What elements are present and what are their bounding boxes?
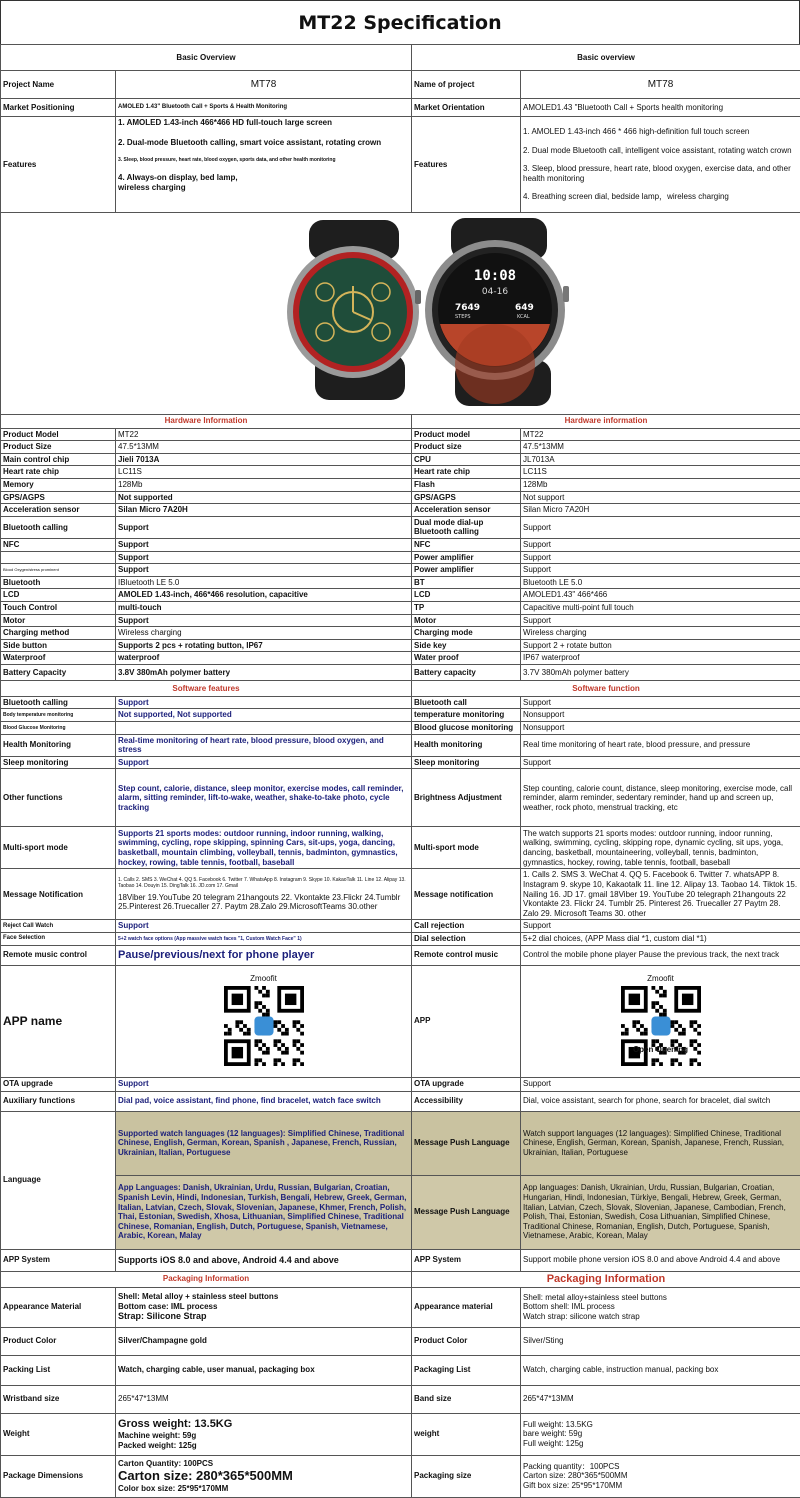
- row-key: Market Positioning: [1, 99, 116, 117]
- row-key: Weight: [1, 1413, 116, 1455]
- table-row: [1, 1327, 800, 1355]
- table-row: [1, 1249, 800, 1271]
- value-line: Carton size: 280*365*500MM: [523, 1471, 798, 1481]
- row-key: Dual mode dial-up Bluetooth calling: [412, 516, 521, 538]
- row-value: Step count, calorie, distance, sleep monitor, exercise modes, call reminder, alarm, sitting reminder, lift-to-wake, weather, shake-to-take photo, cycle tracking: [116, 769, 412, 827]
- row-key: Message notification: [412, 869, 521, 920]
- row-value: Step counting, calorie count, distance, sleep monitoring, exercise mode, call reminder, alarm reminder, sedentary reminder, hand up and screen up, weather, rock photo, menstrual tracking, etc: [521, 769, 800, 827]
- row-value: [116, 1287, 412, 1327]
- table-row: [1, 1271, 800, 1287]
- row-value: Support: [521, 696, 800, 709]
- row-key: GPS/AGPS: [1, 491, 116, 504]
- row-key: Market Orientation: [412, 99, 521, 117]
- row-key: Heart rate chip: [412, 466, 521, 479]
- row-value: 3.7V 380mAh polymer battery: [521, 664, 800, 680]
- row-key: Blood Oxygen/stress prominent: [1, 564, 116, 577]
- table-row: [1, 99, 800, 117]
- value-line: Full weight: 125g: [523, 1439, 798, 1449]
- row-value: Supports 21 sports modes: outdoor running, indoor running, walking, swimming, cycling, rope skipping, spinning Cars, sit-ups, yoga, dancing, basketball, mountain climbing, volleyball, tennis, badminton, gymnastics, hockey, rowing, table tennis, football, baseball: [116, 827, 412, 869]
- notification-apps-line: 1. Calls 2. SMS 3. WeChat 4. QQ 5. Facebook 6. Twitter 7. WhatsApp 8. Instagram 9. Skype 10. KakaoTalk 11. Line 12. Alipay 13. Taobao 14. Douyin 15. DingTalk 16. JD.com 17. Gmail: [118, 877, 409, 889]
- row-value: Dial, voice assistant, search for phone, search for bracelet, dial switch: [521, 1091, 800, 1111]
- row-value: Real-time monitoring of heart rate, blood pressure, blood oxygen, and stress: [116, 734, 412, 756]
- app-key-right: APP: [412, 965, 521, 1077]
- row-value: 5+2 dial choices, (APP Mass dial *1, custom dial *1): [521, 933, 800, 946]
- row-key: Flash: [412, 478, 521, 491]
- table-row: [1, 601, 800, 614]
- row-key: Brightness Adjustment: [412, 769, 521, 827]
- table-row: [1, 945, 800, 965]
- watch-date: 04-16: [482, 287, 508, 297]
- row-value: [116, 1413, 412, 1455]
- row-value: Watch, charging cable, user manual, packaging box: [116, 1355, 412, 1385]
- row-value: Wireless charging: [116, 627, 412, 640]
- table-row: [1, 1091, 800, 1111]
- smartwatch-product-image: [3, 214, 800, 410]
- row-key: Product model: [412, 428, 521, 441]
- row-value: 128Mb: [116, 478, 412, 491]
- row-key: [1, 551, 116, 564]
- row-key: Heart rate chip: [1, 466, 116, 479]
- table-row: [1, 516, 800, 538]
- table-row: [1, 756, 800, 769]
- basic-overview-heading-right: Basic overview: [412, 45, 800, 71]
- row-key: Reject Call Watch: [1, 920, 116, 933]
- table-row: [1, 564, 800, 577]
- row-value: [116, 869, 412, 920]
- table-row: [1, 696, 800, 709]
- value-line: Gross weight: 13.5KG: [118, 1418, 409, 1431]
- row-key: CPU: [412, 453, 521, 466]
- row-key: Packaging List: [412, 1355, 521, 1385]
- material-row: [1, 1287, 800, 1327]
- row-value: AMOLED1.43 "Bluetooth Call + Sports health monitoring: [521, 99, 800, 117]
- row-key: Call rejection: [412, 920, 521, 933]
- row-value: Support: [521, 551, 800, 564]
- row-value: Support: [116, 551, 412, 564]
- feature-line: 1. AMOLED 1.43-inch 466*466 HD full-touch large screen: [118, 118, 409, 128]
- row-key: Wristband size: [1, 1385, 116, 1413]
- row-value: 265*47*13MM: [521, 1385, 800, 1413]
- value-line: Carton size: 280*365*500MM: [118, 1468, 409, 1484]
- row-value: MT22: [521, 428, 800, 441]
- row-key: Bluetooth: [1, 576, 116, 589]
- value-line: bare weight: 59g: [523, 1429, 798, 1439]
- row-value: AMOLED1.43" 466*466: [521, 589, 800, 602]
- message-notification-row: [1, 869, 800, 920]
- table-row: [1, 1385, 800, 1413]
- row-key: Side button: [1, 639, 116, 652]
- row-value: IBluetooth LE 5.0: [116, 576, 412, 589]
- table-row: [1, 466, 800, 479]
- app-qr-code-left: [224, 986, 304, 1066]
- table-row: [1, 504, 800, 517]
- value-line: Machine weight: 59g: [118, 1431, 409, 1441]
- row-key: Package Dimensions: [1, 1455, 116, 1497]
- row-value: Support: [116, 920, 412, 933]
- table-row: [1, 722, 800, 735]
- row-key: Blood Glucose Monitoring: [1, 722, 116, 735]
- row-key: Battery capacity: [412, 664, 521, 680]
- value-line: Carton Quantity: 100PCS: [118, 1459, 409, 1469]
- row-value: Control the mobile phone player Pause the previous track, the next track: [521, 945, 800, 965]
- table-row: [1, 933, 800, 946]
- value-line: Packed weight: 125g: [118, 1441, 409, 1451]
- table-row: [1, 769, 800, 827]
- row-value: Watch, charging cable, instruction manual, packing box: [521, 1355, 800, 1385]
- row-key: APP System: [1, 1249, 116, 1271]
- dims-row: [1, 1455, 800, 1497]
- table-row: [1, 551, 800, 564]
- value-line: Strap: Silicone Strap: [118, 1311, 409, 1322]
- row-value: Support mobile phone version iOS 8.0 and above Android 4.4 and above: [521, 1249, 800, 1271]
- software-heading: Software features: [1, 680, 412, 696]
- row-value: Jieli 7013A: [116, 453, 412, 466]
- spec-table: [0, 44, 800, 1498]
- row-value: Capacitive multi-point full touch: [521, 601, 800, 614]
- table-row: [1, 614, 800, 627]
- basic-overview-heading: Basic Overview: [1, 45, 412, 71]
- app-name-label-right: Zmoofit: [523, 974, 798, 984]
- row-value: MT78: [116, 71, 412, 99]
- row-key: OTA upgrade: [1, 1077, 116, 1091]
- row-value: Support: [521, 756, 800, 769]
- qr-overlay-text: Open Opening: [521, 1045, 800, 1055]
- row-key: Other functions: [1, 769, 116, 827]
- row-key: Multi-sport mode: [412, 827, 521, 869]
- row-value: Silver/Sting: [521, 1327, 800, 1355]
- value-line: Bottom shell: IML process: [523, 1302, 798, 1312]
- row-key: Bluetooth call: [412, 696, 521, 709]
- row-value: MT78: [521, 71, 800, 99]
- hardware-heading-right: Hardware information: [412, 414, 800, 428]
- crown-left: [415, 290, 421, 304]
- row-key: Power amplifier: [412, 551, 521, 564]
- row-key: LCD: [412, 589, 521, 602]
- features-key-right: Features: [412, 117, 521, 213]
- software-heading-right: Software function: [412, 680, 800, 696]
- row-key: Touch Control: [1, 601, 116, 614]
- table-row: [1, 680, 800, 696]
- row-value: MT22: [116, 428, 412, 441]
- row-key: Health Monitoring: [1, 734, 116, 756]
- row-key: Project Name: [1, 71, 116, 99]
- app-languages: App Languages: Danish, Ukrainian, Urdu, Russian, Bulgarian, Croatian, Spanish Levin, Hindi, Indonesian, Turkish, Bengali, Hebrew, Greek, German, Italian, Latvian, Czech, Slovak, Slovenian, Japanese, Khmer, French, Polish, Thai, Estonian, Swedish, Xhosa, Lithuanian, Simplified Chinese, Traditional Chinese, Romanian, English, Dutch, Portuguese, Spanish, Vietnamese, Arabic, Korean, Malay: [116, 1175, 412, 1249]
- row-key: Packing List: [1, 1355, 116, 1385]
- row-value: Support: [521, 516, 800, 538]
- row-value: Support: [521, 1077, 800, 1091]
- row-value: LC11S: [521, 466, 800, 479]
- row-key: Body temperature monitoring: [1, 709, 116, 722]
- row-key: Multi-sport mode: [1, 827, 116, 869]
- row-value: Supports iOS 8.0 and above, Android 4.4 and above: [116, 1249, 412, 1271]
- app-name-label: Zmoofit: [118, 974, 409, 984]
- row-value: Wireless charging: [521, 627, 800, 640]
- row-value: Support: [521, 564, 800, 577]
- row-key: Name of project: [412, 71, 521, 99]
- table-row: [1, 639, 800, 652]
- row-value: Not support: [521, 491, 800, 504]
- table-row: [1, 709, 800, 722]
- row-key: Accessibility: [412, 1091, 521, 1111]
- features-key: Features: [1, 117, 116, 213]
- row-value: 128Mb: [521, 478, 800, 491]
- feature-line: 3. Sleep, blood pressure, heart rate, blood oxygen, exercise data, and other health monitoring: [523, 164, 798, 183]
- row-key: Packaging size: [412, 1455, 521, 1497]
- row-value: 265*47*13MM: [116, 1385, 412, 1413]
- row-value: Support: [116, 516, 412, 538]
- table-row: [1, 428, 800, 441]
- table-row: [1, 538, 800, 551]
- watch-languages: Supported watch languages (12 languages): Simplified Chinese, Traditional Chinese, English, German, Korean, Spanish , Japanese, French, Russian, Ukrainian, Italian, Portuguese: [116, 1111, 412, 1175]
- table-row: [1, 441, 800, 454]
- table-row: [1, 576, 800, 589]
- row-key: Bluetooth calling: [1, 516, 116, 538]
- row-value: AMOLED 1.43" Bluetooth Call + Sports & Health Monitoring: [116, 99, 412, 117]
- watch-kcal: 649: [515, 303, 534, 313]
- row-value: 3.8V 380mAh polymer battery: [116, 664, 412, 680]
- app-qr-cell-right: [521, 965, 800, 1077]
- row-key: Auxiliary functions: [1, 1091, 116, 1111]
- value-line: Full weight: 13.5KG: [523, 1420, 798, 1430]
- row-key: Charging method: [1, 627, 116, 640]
- row-key: Main control chip: [1, 453, 116, 466]
- row-value: Nonsupport: [521, 709, 800, 722]
- table-row: [1, 1077, 800, 1091]
- packaging-heading-right: Packaging Information: [412, 1271, 800, 1287]
- row-value: Support: [521, 538, 800, 551]
- value-line: Color box size: 25*95*170MM: [118, 1484, 409, 1494]
- table-row: [1, 664, 800, 680]
- row-key: weight: [412, 1413, 521, 1455]
- language-key: Language: [1, 1111, 116, 1249]
- weight-row: [1, 1413, 800, 1455]
- row-value: Pause/previous/next for phone player: [116, 945, 412, 965]
- row-value: Not supported, Not supported: [116, 709, 412, 722]
- row-value: Support: [521, 614, 800, 627]
- table-row: [1, 71, 800, 99]
- row-key: Motor: [1, 614, 116, 627]
- watch-steps-label: STEPS: [455, 314, 471, 320]
- row-key: TP: [412, 601, 521, 614]
- row-value: Support 2 + rotate button: [521, 639, 800, 652]
- value-line: Shell: Metal alloy + stainless steel buttons: [118, 1292, 409, 1302]
- row-key: APP System: [412, 1249, 521, 1271]
- row-value: Silver/Champagne gold: [116, 1327, 412, 1355]
- watch-time: 10:08: [474, 268, 516, 284]
- row-key: Product Model: [1, 428, 116, 441]
- row-value: Dial pad, voice assistant, find phone, find bracelet, watch face switch: [116, 1091, 412, 1111]
- row-value: 47.5*13MM: [116, 441, 412, 454]
- row-key: Product Size: [1, 441, 116, 454]
- row-key: Dial selection: [412, 933, 521, 946]
- row-value: Support: [116, 614, 412, 627]
- feature-line: 2. Dual-mode Bluetooth calling, smart voice assistant, rotating crown: [118, 138, 409, 148]
- row-key: Bluetooth calling: [1, 696, 116, 709]
- row-key: Water proof: [412, 652, 521, 665]
- value-line: Watch strap: silicone watch strap: [523, 1312, 798, 1322]
- row-key: Appearance material: [412, 1287, 521, 1327]
- app-qr-cell: [116, 965, 412, 1077]
- row-key: Remote music control: [1, 945, 116, 965]
- feature-line: 3. Sleep, blood pressure, heart rate, blood oxygen, sports data, and other health monitoring: [118, 157, 409, 163]
- row-key: Battery Capacity: [1, 664, 116, 680]
- row-value: Supports 2 pcs + rotating button, IP67: [116, 639, 412, 652]
- row-key: OTA upgrade: [412, 1077, 521, 1091]
- row-key: NFC: [412, 538, 521, 551]
- row-key: LCD: [1, 589, 116, 602]
- row-key: Acceleration sensor: [1, 504, 116, 517]
- row-value: JL7013A: [521, 453, 800, 466]
- row-value: Silan Micro 7A20H: [116, 504, 412, 517]
- row-key: Message Push Language: [412, 1175, 521, 1249]
- row-value: [116, 1455, 412, 1497]
- row-value: Not supported: [116, 491, 412, 504]
- row-key: Sleep monitoring: [412, 756, 521, 769]
- row-value: Support: [116, 538, 412, 551]
- feature-line: 2. Dual mode Bluetooth call, intelligent voice assistant, rotating watch crown: [523, 146, 798, 156]
- row-key: Product Color: [412, 1327, 521, 1355]
- row-key: Motor: [412, 614, 521, 627]
- row-value: [521, 1413, 800, 1455]
- language-row: [1, 1111, 800, 1175]
- row-key: Charging mode: [412, 627, 521, 640]
- row-key: Message Push Language: [412, 1111, 521, 1175]
- row-key: BT: [412, 576, 521, 589]
- row-value: 47.5*13MM: [521, 441, 800, 454]
- row-value: waterproof: [116, 652, 412, 665]
- row-value: [521, 1455, 800, 1497]
- row-key: Acceleration sensor: [412, 504, 521, 517]
- row-key: NFC: [1, 538, 116, 551]
- table-row: [1, 453, 800, 466]
- table-row: [1, 652, 800, 665]
- watch-kcal-label: KCAL: [517, 314, 530, 320]
- row-value: [521, 1287, 800, 1327]
- row-key: Health monitoring: [412, 734, 521, 756]
- table-row: [1, 920, 800, 933]
- row-key: Message Notification: [1, 869, 116, 920]
- row-value: [116, 722, 412, 735]
- table-row: [1, 627, 800, 640]
- row-key: GPS/AGPS: [412, 491, 521, 504]
- row-key: Power amplifier: [412, 564, 521, 577]
- product-image-cell: [1, 213, 800, 415]
- row-value: Real time monitoring of heart rate, blood pressure, and pressure: [521, 734, 800, 756]
- row-value: Support: [116, 696, 412, 709]
- notification-apps-line-2: 18Viber 19.YouTube 20 telegram 21hangouts 22. Vkontakte 23.Flickr 24.Tumblr 25.Pinterest 26.Truecaller 27. Paytm 28.Zalo 29.MicrosoftTeams 30.other: [118, 893, 409, 912]
- value-line: Bottom case: IML process: [118, 1302, 409, 1312]
- row-value: Support: [116, 564, 412, 577]
- crown-right: [563, 286, 569, 302]
- packaging-heading: Packaging Information: [1, 1271, 412, 1287]
- row-key: temperature monitoring: [412, 709, 521, 722]
- language-row: [1, 1175, 800, 1249]
- table-row: [1, 478, 800, 491]
- value-line: Gift box size: 25*95*170MM: [523, 1481, 798, 1491]
- hardware-heading: Hardware Information: [1, 414, 412, 428]
- value-line: Packing quantity：100PCS: [523, 1462, 798, 1472]
- features-row: [1, 117, 800, 213]
- row-value: Support: [116, 756, 412, 769]
- row-value: Silan Micro 7A20H: [521, 504, 800, 517]
- row-key: Memory: [1, 478, 116, 491]
- row-key: Side key: [412, 639, 521, 652]
- row-value: App languages: Danish, Ukrainian, Urdu, Russian, Bulgarian, Croatian, Hungarian, Hindi, Indonesian, Türkiye, Bengali, Hebrew, Greek, German, Italian, Latvian, Czech, Slovak, Slovenian, Japanese, Cambodian, French, Polish, Thai, Estonian, Swedish, Cosa Lithuanian, Simplified Chinese, Traditional Chinese, Romanian, English, Dutch, Portuguese, Spanish, Vietnamese, Arabic, Korean, Malay: [521, 1175, 800, 1249]
- feature-line: 1. AMOLED 1.43-inch 466 * 466 high-definition full touch screen: [523, 127, 798, 137]
- row-value: Watch support languages (12 languages): Simplified Chinese, Traditional Chinese, English, German, Korean, Spanish, Japanese, French, Russian, Ukrainian, Italian, Portuguese: [521, 1111, 800, 1175]
- table-row: [1, 734, 800, 756]
- table-row: [1, 827, 800, 869]
- row-value: The watch supports 21 sports modes: outdoor running, indoor running, walking, swimming, cycling, skipping rope, dynamic cycling, sit ups, yoga, dancing, basketball, mountaineering, volleyball, tennis, badminton, gymnastics, hockey, rowing, table tennis, football, baseball: [521, 827, 800, 869]
- row-key: Blood glucose monitoring: [412, 722, 521, 735]
- row-value: Support: [521, 920, 800, 933]
- row-key: Waterproof: [1, 652, 116, 665]
- row-value: multi-touch: [116, 601, 412, 614]
- row-key: Appearance Material: [1, 1287, 116, 1327]
- row-key: Product size: [412, 441, 521, 454]
- row-key: Sleep monitoring: [1, 756, 116, 769]
- row-key: Remote control music: [412, 945, 521, 965]
- value-line: Shell: metal alloy+stainless steel buttons: [523, 1293, 798, 1303]
- row-value: 1. Calls 2. SMS 3. WeChat 4. QQ 5. Facebook 6. Twitter 7. whatsAPP 8. Instagram 9. skype 10, Kakaotalk 11. line 12. Alipay 13. Taobao 14. Tiktok 15. Nailing 16. JD 17. gmail 18Viber 19. YouTube 20 telegraph 21hangouts 22 Vkontakte 23. Flickr 24. Tumblr 25. Pinterest 26. Truecaller 27 Paytm 28. Zalo 29. Microsoft Teams 30. other: [521, 869, 800, 920]
- row-key: Product Color: [1, 1327, 116, 1355]
- app-name-key: APP name: [1, 965, 116, 1077]
- row-value: Nonsupport: [521, 722, 800, 735]
- row-value: AMOLED 1.43-inch, 466*466 resolution, capacitive: [116, 589, 412, 602]
- table-row: [1, 1355, 800, 1385]
- row-value: Support: [116, 1077, 412, 1091]
- row-key: Face Selection: [1, 933, 116, 946]
- table-row: [1, 491, 800, 504]
- row-value: 5+2 watch face options (App massive watch faces "1, Custom Watch Face" 1): [116, 933, 412, 946]
- table-row: [1, 589, 800, 602]
- page-title: MT22 Specification: [0, 0, 800, 44]
- feature-line: 4. Breathing screen dial, bedside lamp，wireless charging: [523, 192, 798, 202]
- app-row: [1, 965, 800, 1077]
- row-value: Bluetooth LE 5.0: [521, 576, 800, 589]
- feature-line: 4. Always-on display, bed lamp, wireless charging: [118, 173, 258, 192]
- row-value: LC11S: [116, 466, 412, 479]
- row-key: Band size: [412, 1385, 521, 1413]
- row-value: IP67 waterproof: [521, 652, 800, 665]
- watch-steps: 7649: [455, 303, 480, 313]
